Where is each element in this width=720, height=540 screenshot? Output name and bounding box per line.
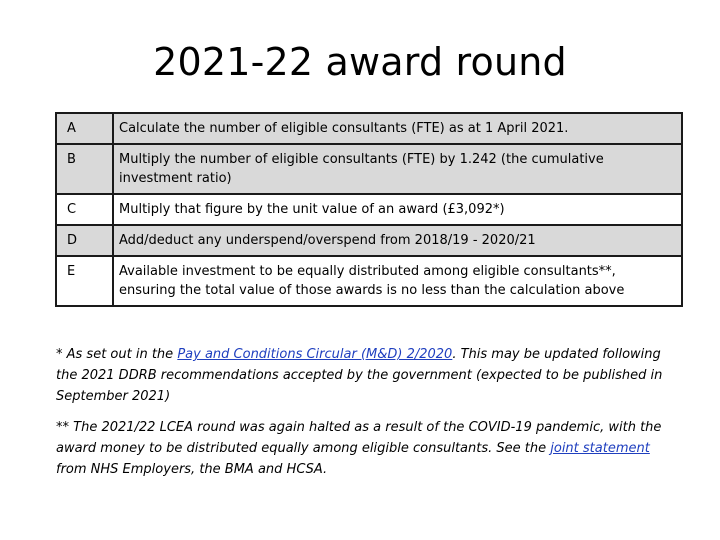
step-letter: E (56, 256, 113, 306)
step-text: Multiply the number of eligible consultants (FTE) by 1.242 (the cumulative investment ratio) (113, 144, 682, 194)
table-row (56, 194, 682, 225)
table-row (56, 256, 682, 306)
step-letter: A (56, 113, 113, 144)
table-row (56, 225, 682, 256)
circular-link[interactable]: Pay and Conditions Circular (M&D) 2/2020 (177, 347, 453, 362)
page-title: 2021-22 award round (153, 40, 567, 84)
footnotes (56, 344, 676, 490)
award-steps-table (55, 112, 683, 307)
table-row (56, 144, 682, 194)
footnote-text: from NHS Employers, the BMA and HCSA. (56, 462, 328, 477)
step-text: Add/deduct any underspend/overspend from 2018/19 - 2020/21 (113, 225, 682, 256)
footnote-lcea (56, 417, 676, 480)
footnote-text: . This may be updated following the 2021 DDRB recommendations accepted by the government (expected to be published in September 2021) (56, 347, 663, 404)
joint-statement-link[interactable]: joint statement (550, 441, 650, 456)
footnote-text: ** The 2021/22 LCEA round was again halted as a result of the COVID-19 pandemic, with the award money to be distributed equally among eligible consultants. See the (56, 420, 662, 456)
step-text: Multiply that figure by the unit value of an award (£3,092*) (113, 194, 682, 225)
step-text: Available investment to be equally distributed among eligible consultants**, ensuring the total value of those awards is no less than the calculation above (113, 256, 682, 306)
footnote-text: * As set out in the (56, 347, 178, 362)
step-text: Calculate the number of eligible consultants (FTE) as at 1 April 2021. (113, 113, 682, 144)
step-letter: D (56, 225, 113, 256)
footnote-circular (56, 344, 676, 407)
step-letter: C (56, 194, 113, 225)
step-letter: B (56, 144, 113, 194)
table-row (56, 113, 682, 144)
